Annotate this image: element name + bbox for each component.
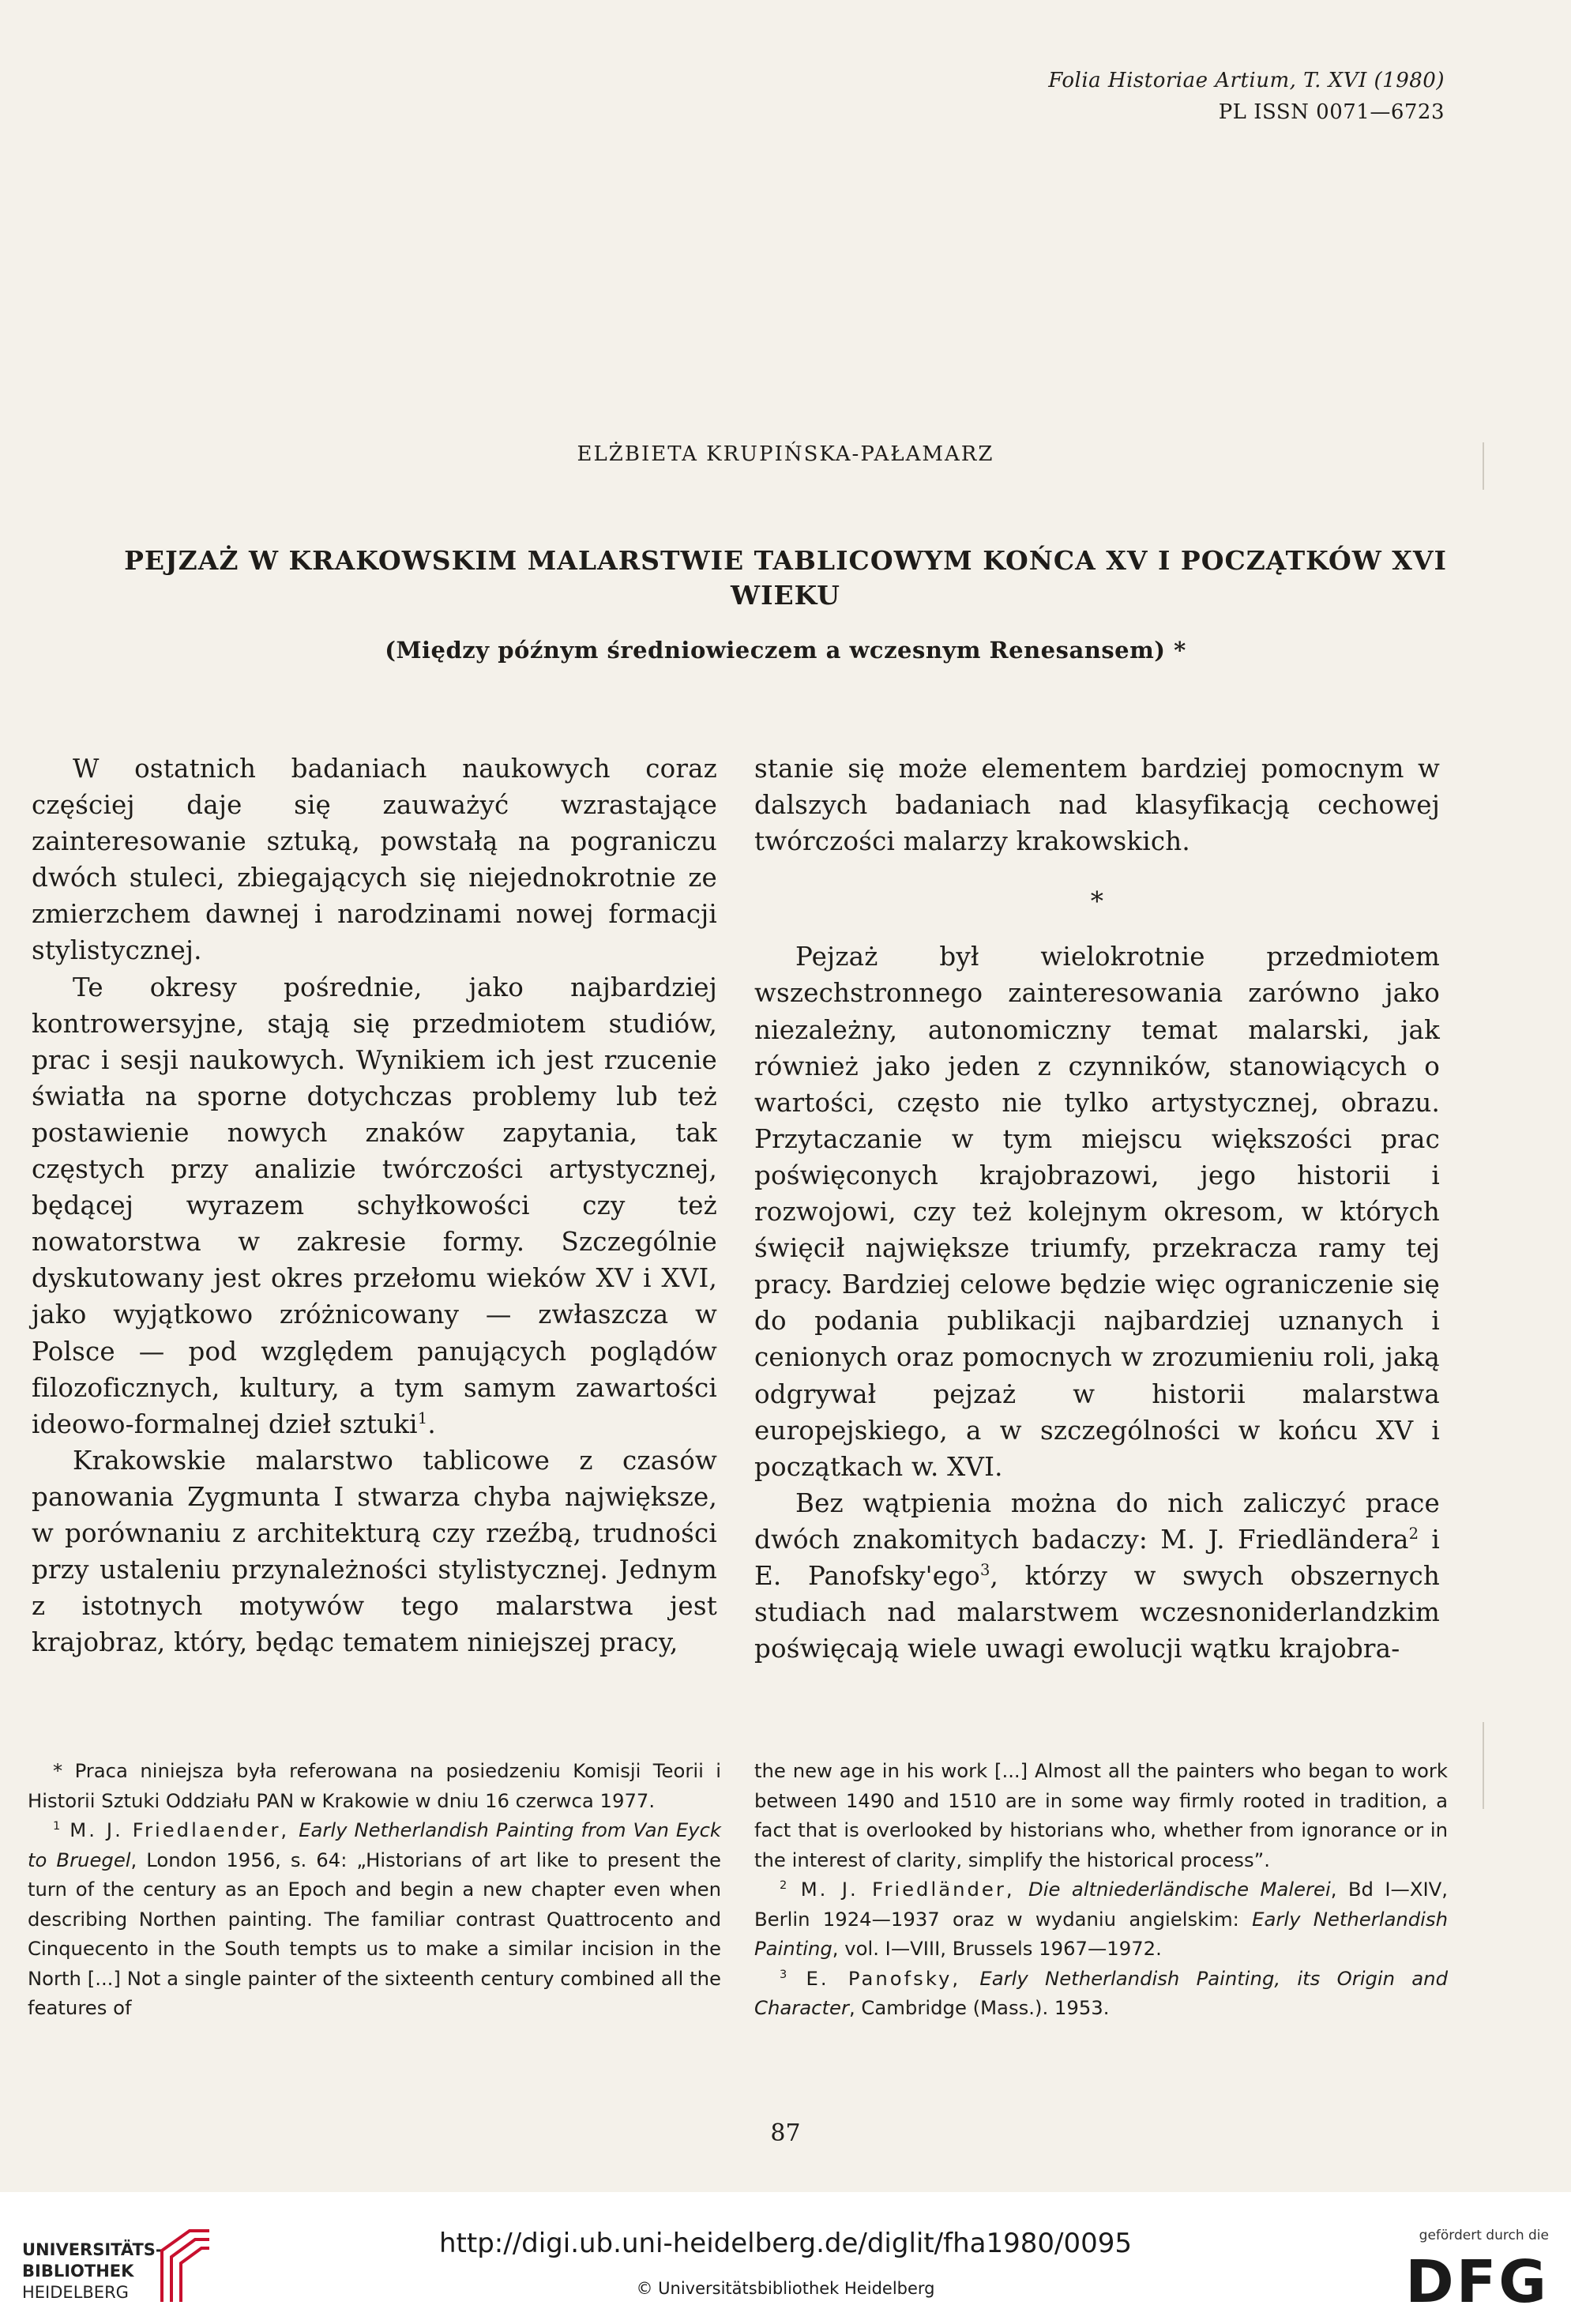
paragraph-text: Bez wątpienia można do nich zaliczyć prace dwóch znakomitych badaczy: M. J. Friedländera bbox=[754, 1487, 1440, 1555]
footnote-text: , vol. I—VIII, Brussels 1967—1972. bbox=[832, 1937, 1162, 1960]
footnote-number: 2 bbox=[780, 1878, 787, 1892]
library-name-line1: UNIVERSITÄTS- bbox=[22, 2240, 163, 2259]
article-title: PEJZAŻ W KRAKOWSKIM MALARSTWIE TABLICOWYM KOŃCA XV I POCZĄTKÓW XVI WIEKU bbox=[124, 545, 1447, 611]
paragraph bbox=[32, 969, 717, 1442]
paragraph: Krakowskie malarstwo tablicowe z czasów panowania Zygmunta I stwarza chyba największe, w porównaniu z architekturą czy rzeźbą, trudności przy ustaleniu przynależności stylistycznej. Jednym z istotnych motywów tego malarstwa jest krajobraz, który, będąc tematem niniejszej pracy, bbox=[32, 1445, 717, 1658]
body-column-right bbox=[754, 750, 1440, 1667]
footnote-3 bbox=[754, 1964, 1448, 2023]
footnotes-left bbox=[28, 1756, 721, 2023]
footnote-title: Die altniederländische Malerei bbox=[1028, 1878, 1331, 1901]
footnote-1 bbox=[28, 1815, 721, 2023]
footnote-author: E. Panofsky, bbox=[787, 1966, 980, 1990]
footnote-author: M. J. Friedlaender, bbox=[60, 1818, 299, 1841]
article-subtitle: (Między późnym średniowieczem a wczesnym Renesansem) * bbox=[385, 637, 1186, 664]
footnote-text: , Cambridge (Mass.). 1953. bbox=[848, 1996, 1110, 2019]
footnote-2 bbox=[754, 1875, 1448, 1964]
paragraph bbox=[754, 1485, 1440, 1667]
library-name-line2: BIBLIOTHEK bbox=[22, 2262, 134, 2281]
footnote-text: , Bd I—XIV, Berlin 1924—1937 oraz w wydaniu angielskim: bbox=[754, 1878, 1448, 1931]
footnotes-right bbox=[754, 1756, 1448, 2023]
copyright-notice: © Universitätsbibliothek Heidelberg bbox=[636, 2279, 935, 2298]
section-separator: * bbox=[1090, 886, 1104, 917]
paragraph-text: , którzy w swych obszernych studiach nad malarstwem wczesnoniderlandzkim poświęcają wiele uwagi ewolucji wątku krajobra- bbox=[754, 1560, 1440, 1664]
issn: PL ISSN 0071—6723 bbox=[1218, 100, 1445, 124]
body-column-left bbox=[32, 750, 717, 1660]
footnote-ref[interactable]: 1 bbox=[417, 1408, 428, 1427]
paragraph: Pejzaż był wielokrotnie przedmiotem wszechstronnego zainteresowania zarówno jako niezależny, autonomiczny temat malarski, jak również jako jeden z czynników, stanowiących o wartości, często nie tylko artystycznej, obrazu. Przytaczanie w tym miejscu większości prac poświęconych krajobrazowi, jego historii i rozwojowi, czy też kolejnym okresom, w których święcił największe triumfy, przekracza ramy tej pracy. Bardziej celowe będzie więc ograniczenie się do podania publikacji najbardziej uznanych i cenionych oraz pomocnych w zrozumieniu roli, jaką odgrywał pejzaż w historii malarstwa europejskiego, a w szczególności w końcu XV i początkach w. XVI. bbox=[754, 942, 1440, 1482]
journal-reference bbox=[1048, 65, 1445, 128]
footnote-star: * Praca niniejsza była referowana na posiedzeniu Komisji Teorii i Historii Sztuki Oddziału PAN w Krakowie w dniu 16 czerwca 1977. bbox=[28, 1759, 721, 1812]
paragraph-text: Te okresy pośrednie, jako najbardziej kontrowersyjne, stają się przedmiotem studiów, prac i sesji naukowych. Wynikiem ich jest rzucenie światła na sporne dotychczas problemy lub też postawienie nowych znaków zapytania, tak częstych przy analizie twórczości artystycznej, będącej wyrazem schyłkowości czy też nowatorstwa w zakresie formy. Szczególnie dyskutowany jest okres przełomu wieków XV i XVI, jako wyjątkowo zróżnicowany — zwłaszcza w Polsce — pod względem panujących poglądów filozoficznych, kultury, a tym samym zawartości ideowo-formalnej dzieł sztuki bbox=[32, 972, 717, 1439]
paragraph-continuation: stanie się może elementem bardziej pomocnym w dalszych badaniach nad klasyfikacją cechowej twórczości malarzy krakowskich. bbox=[754, 754, 1440, 857]
footnote-number: 1 bbox=[53, 1818, 61, 1833]
footnote-title: Early Netherlandish Painting, its Origin and Character bbox=[754, 1966, 1449, 2019]
footnote-ref[interactable]: 3 bbox=[979, 1561, 990, 1580]
paragraph-end: . bbox=[427, 1408, 436, 1439]
article-author: ELŻBIETA KRUPIŃSKA-PAŁAMARZ bbox=[577, 442, 994, 466]
paragraph: W ostatnich badaniach naukowych coraz częściej daje się zauważyć wzrastające zainteresowanie sztuką, powstałą na pograniczu dwóch stuleci, zbiegających się niejednokrotnie ze zmierzchem dawnej i narodzinami nowej formacji stylistycznej. bbox=[32, 754, 717, 966]
page-number: 87 bbox=[770, 2119, 801, 2147]
paragraph-text: i E. Panofsky'ego bbox=[754, 1524, 1440, 1591]
journal-citation: Folia Historiae Artium, T. XVI (1980) bbox=[1048, 69, 1445, 92]
footnote-title: Early Netherlandish Painting bbox=[754, 1907, 1448, 1960]
dfg-logo[interactable]: DFG bbox=[1405, 2248, 1549, 2316]
sponsor-text: gefördert durch die bbox=[1419, 2228, 1549, 2243]
footnote-continuation: the new age in his work [...] Almost all the painters who began to work between 1490 and 1510 are in some way firmly rooted in tradition, a fact that is overlooked by historians who, whether from ignorance or in the interest of clarity, simplify the historical process”. bbox=[754, 1759, 1448, 1871]
footnote-number: 3 bbox=[780, 1967, 787, 1981]
scan-edge-mark bbox=[1483, 1722, 1484, 1809]
footnote-title: Early Netherlandish Painting from Van Eyck to Bruegel bbox=[28, 1818, 721, 1871]
permalink[interactable]: http://digi.ub.uni-heidelberg.de/diglit/fha1980/0095 bbox=[438, 2228, 1132, 2259]
footnote-ref[interactable]: 2 bbox=[1408, 1525, 1419, 1544]
footnote-author: M. J. Friedländer, bbox=[787, 1878, 1028, 1901]
footnote-text: , London 1956, s. 64: „Historians of art like to present the turn of the century as an Epoch and begin a new chapter even when describing Northen painting. The familiar contrast Quattrocento and Cinquecento in the South tempts us to make a similar incision in the North [...] Not a single painter of the sixteenth century combined all the features of bbox=[28, 1848, 721, 2019]
library-name-line3: HEIDELBERG bbox=[22, 2283, 129, 2302]
